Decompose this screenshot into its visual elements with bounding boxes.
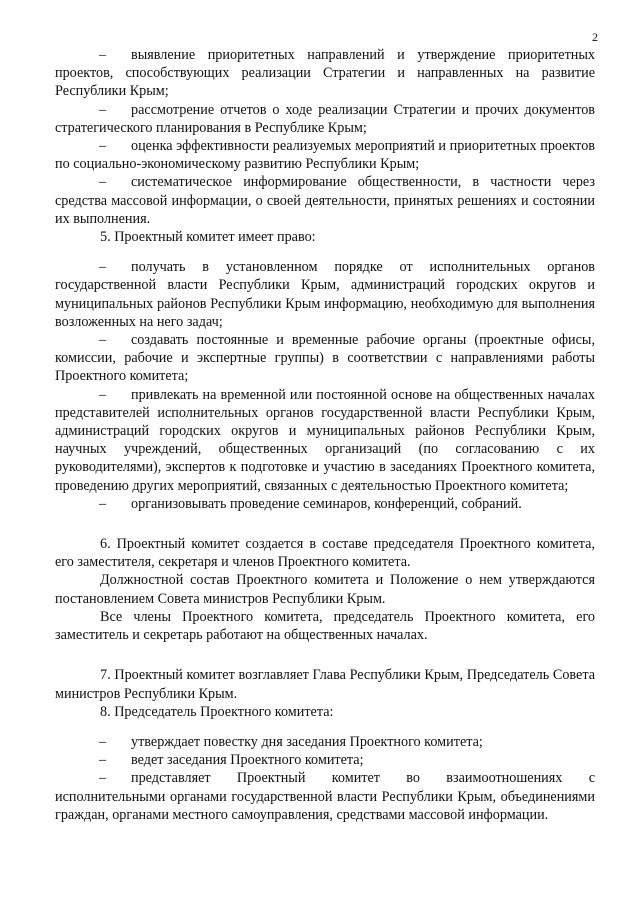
list-item: [55, 733, 595, 751]
list-item-text: создавать постоянные и временные рабочие органы (проектные офисы, комиссии, рабочие и экспертные группы) в соответствии с направлениями работы Проектного комитета;: [55, 332, 595, 385]
dash-marker: –: [99, 733, 107, 750]
dash-marker: –: [99, 332, 107, 349]
list-item-text: получать в установленном порядке от исполнительных органов государственной власти Республики Крым, администраций городских округов и муниципальных районов Республики Крым информацию, необходимую для выполнения возложенных на него задач;: [55, 259, 595, 330]
list-item: [55, 386, 595, 495]
list-item: [55, 101, 595, 137]
list-item: [55, 495, 595, 513]
dash-marker: –: [99, 47, 107, 63]
list-item-text: рассмотрение отчетов о ходе реализации Стратегии и прочих документов стратегического планирования в Республике Крым;: [55, 101, 595, 136]
list-item: [55, 331, 595, 386]
section-6-paragraph: Должностной состав Проектного комитета и Положение о нем утверждаются постановлением Совета министров Республики Крым.: [55, 572, 595, 607]
list-item-text: оценка эффективности реализуемых мероприятий и приоритетных проектов по социально-экономическому развитию Республики Крым;: [55, 138, 595, 173]
list-item: [55, 751, 595, 769]
list-item-text: выявление приоритетных направлений и утверждение приоритетных проектов, способствующих реализации Стратегии и направленных на развитие Республики Крым;: [55, 47, 595, 100]
dash-marker: –: [99, 752, 107, 769]
page-number: 2: [592, 30, 598, 44]
list-item: [55, 258, 595, 331]
dash-marker: –: [99, 138, 107, 155]
dash-marker: –: [99, 259, 107, 276]
list-item: [55, 137, 595, 173]
list-item: [55, 173, 595, 228]
list-item-text: организовывать проведение семинаров, конференций, собраний.: [131, 495, 522, 512]
dash-marker: –: [99, 495, 107, 512]
dash-marker: –: [99, 174, 107, 191]
dash-marker: –: [99, 101, 107, 118]
section-8-heading: 8. Председатель Проектного комитета:: [100, 703, 334, 720]
list-item-text: утверждает повестку дня заседания Проектного комитета;: [131, 733, 483, 750]
list-item-text: ведет заседания Проектного комитета;: [131, 752, 364, 769]
dash-marker: –: [99, 386, 107, 403]
section-5-heading: 5. Проектный комитет имеет право:: [100, 229, 316, 246]
list-item-text: привлекать на временной или постоянной основе на общественных началах представителей исполнительных органов государственной власти Республики Крым, администраций городских округов и муниципальных районов Республики Крым, научных учреждений, общественных организаций (по согласованию с их руководителями), экспертов к подготовке и участию в заседаниях Проектного комитета, проведению других мероприятий, связанных с деятельностью Проектного комитета;: [55, 386, 595, 494]
section-6-paragraph: Все члены Проектного комитета, председатель Проектного комитета, его заместитель и секретарь работают на общественных началах.: [55, 608, 595, 644]
list-item: [55, 46, 595, 101]
dash-marker: –: [99, 770, 107, 787]
section-7-paragraph: 7. Проектный комитет возглавляет Глава Республики Крым, Председатель Совета министров Республики Крым.: [55, 667, 595, 702]
section-6-paragraph: 6. Проектный комитет создается в составе председателя Проектного комитета, его заместителя, секретаря и членов Проектного комитета.: [55, 536, 595, 571]
document-page: [55, 46, 595, 824]
list-item-text: представляет Проектный комитет во взаимоотношениях с исполнительными органами государственной власти Республики Крым, объединениями граждан, органами местного самоуправления, средствами массовой информации.: [55, 770, 595, 823]
list-item-text: систематическое информирование общественности, в частности через средства массовой информации, о своей деятельности, принятых решениях и состоянии их выполнения.: [55, 174, 595, 227]
list-item: [55, 769, 595, 824]
